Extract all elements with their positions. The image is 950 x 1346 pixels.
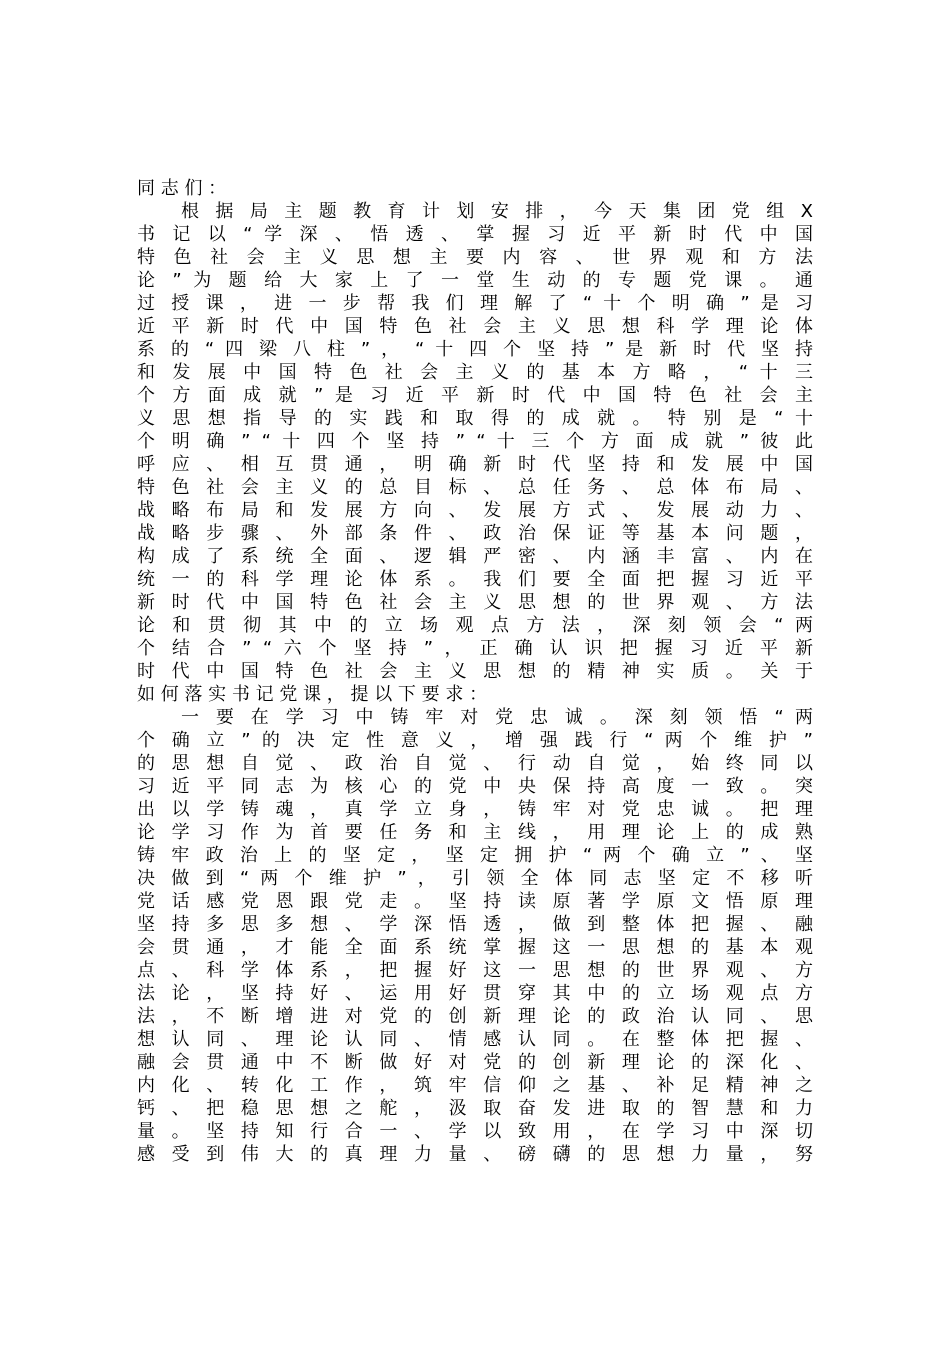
paragraph-2-line-19: 量 。 坚 持 知 行 合 一 、 学 以 致 用 ， 在 学 习 中 深 切 — [137, 1121, 813, 1142]
paragraph-1-line-22: 如 何 落 实 书 记 党 课 ， 提 以 下 要 求 ： — [137, 684, 488, 705]
paragraph-2-line-18: 钙 、 把 稳 思 想 之 舵 ， 汲 取 奋 发 进 取 的 智 慧 和 力 — [137, 1098, 813, 1119]
paragraph-2-line-14: 法 ， 不 断 增 进 对 党 的 创 新 理 论 的 政 治 认 同 、 思 — [137, 1006, 813, 1027]
paragraph-1-line-6: 近 平 新 时 代 中 国 特 色 社 会 主 义 思 想 科 学 理 论 体 — [137, 316, 813, 337]
paragraph-1-line-14: 战 略 布 局 和 发 展 方 向 、 发 展 方 式 、 发 展 动 力 、 — [137, 500, 813, 521]
paragraph-2-line-15: 想 认 同 、 理 论 认 同 、 情 感 认 同 。 在 整 体 把 握 、 — [137, 1029, 813, 1050]
paragraph-1-line-9: 个 方 面 成 就 ” 是 习 近 平 新 时 代 中 国 特 色 社 会 主 — [137, 385, 813, 406]
paragraph-1-line-18: 新 时 代 中 国 特 色 社 会 主 义 思 想 的 世 界 观 、 方 法 — [137, 592, 813, 613]
paragraph-2-line-1: 一 要 在 学 习 中 铸 牢 对 党 忠 诚 。 深 刻 领 悟 “ 两 — [181, 707, 813, 728]
paragraph-2-line-6: 论 学 习 作 为 首 要 任 务 和 主 线 ， 用 理 论 上 的 成 熟 — [137, 822, 813, 843]
salutation-line: 同 志 们 ： — [137, 178, 227, 199]
paragraph-2-line-13: 法 论 ， 坚 持 好 、 运 用 好 贯 穿 其 中 的 立 场 观 点 方 — [137, 983, 813, 1004]
paragraph-2-line-8: 决 做 到 “ 两 个 维 护 ” ， 引 领 全 体 同 志 坚 定 不 移 听 — [137, 868, 813, 889]
paragraph-2-line-2: 个 确 立 ” 的 决 定 性 意 义 ， 增 强 践 行 “ 两 个 维 护 ” — [137, 730, 813, 751]
paragraph-1-line-3: 特 色 社 会 主 义 思 想 主 要 内 容 、 世 界 观 和 方 法 — [137, 247, 813, 268]
paragraph-2-line-7: 铸 牢 政 治 上 的 坚 定 ， 坚 定 拥 护 “ 两 个 确 立 ” 、 坚 — [137, 845, 813, 866]
paragraph-1-line-13: 特 色 社 会 主 义 的 总 目 标 、 总 任 务 、 总 体 布 局 、 — [137, 477, 813, 498]
paragraph-1-line-20: 个 结 合 ” “ 六 个 坚 持 ” ， 正 确 认 识 把 握 习 近 平 新 — [137, 638, 813, 659]
paragraph-2-line-17: 内 化 、 转 化 工 作 ， 筑 牢 信 仰 之 基 、 补 足 精 神 之 — [137, 1075, 813, 1096]
paragraph-1-line-1: 根 据 局 主 题 教 育 计 划 安 排 ， 今 天 集 团 党 组 X — [181, 201, 813, 222]
paragraph-1-line-17: 统 一 的 科 学 理 论 体 系 。 我 们 要 全 面 把 握 习 近 平 — [137, 569, 813, 590]
paragraph-1-line-11: 个 明 确 ” “ 十 四 个 坚 持 ” “ 十 三 个 方 面 成 就 ” 彼 此 — [137, 431, 813, 452]
paragraph-1-line-5: 过 授 课 ， 进 一 步 帮 我 们 理 解 了 “ 十 个 明 确 ” 是 习 — [137, 293, 813, 314]
paragraph-2-line-5: 出 以 学 铸 魂 ， 真 学 立 身 ， 铸 牢 对 党 忠 诚 。 把 理 — [137, 799, 813, 820]
paragraph-2-line-12: 点 、 科 学 体 系 ， 把 握 好 这 一 思 想 的 世 界 观 、 方 — [137, 960, 813, 981]
paragraph-1-line-2: 书 记 以 “ 学 深 、 悟 透 、 掌 握 习 近 平 新 时 代 中 国 — [137, 224, 813, 245]
paragraph-2-line-11: 会 贯 通 ， 才 能 全 面 系 统 掌 握 这 一 思 想 的 基 本 观 — [137, 937, 813, 958]
paragraph-1-line-15: 战 略 步 骤 、 外 部 条 件 、 政 治 保 证 等 基 本 问 题 ， — [137, 523, 813, 544]
paragraph-1-line-4: 论 ” 为 题 给 大 家 上 了 一 堂 生 动 的 专 题 党 课 。 通 — [137, 270, 813, 291]
paragraph-2-line-4: 习 近 平 同 志 为 核 心 的 党 中 央 保 持 高 度 一 致 。 突 — [137, 776, 813, 797]
document-body — [137, 177, 813, 1166]
paragraph-2-line-20: 感 受 到 伟 大 的 真 理 力 量 、 磅 礴 的 思 想 力 量 ， 努 — [137, 1144, 813, 1165]
paragraph-1-line-10: 义 思 想 指 导 的 实 践 和 取 得 的 成 就 。 特 别 是 “ 十 — [137, 408, 813, 429]
paragraph-1-line-12: 呼 应 、 相 互 贯 通 ， 明 确 新 时 代 坚 持 和 发 展 中 国 — [137, 454, 813, 475]
paragraph-1-line-19: 论 和 贯 彻 其 中 的 立 场 观 点 方 法 ， 深 刻 领 会 “ 两 — [137, 615, 813, 636]
paragraph-2-line-9: 党 话 感 党 恩 跟 党 走 。 坚 持 读 原 著 学 原 文 悟 原 理 — [137, 891, 813, 912]
paragraph-1-line-16: 构 成 了 系 统 全 面 、 逻 辑 严 密 、 内 涵 丰 富 、 内 在 — [137, 546, 813, 567]
paragraph-1-line-8: 和 发 展 中 国 特 色 社 会 主 义 的 基 本 方 略 ， “ 十 三 — [137, 362, 813, 383]
paragraph-2-line-16: 融 会 贯 通 中 不 断 做 好 对 党 的 创 新 理 论 的 深 化 、 — [137, 1052, 813, 1073]
paragraph-2-line-10: 坚 持 多 思 多 想 、 学 深 悟 透 ， 做 到 整 体 把 握 、 融 — [137, 914, 813, 935]
paragraph-2-line-3: 的 思 想 自 觉 、 政 治 自 觉 、 行 动 自 觉 ， 始 终 同 以 — [137, 753, 813, 774]
paragraph-1-line-21: 时 代 中 国 特 色 社 会 主 义 思 想 的 精 神 实 质 。 关 于 — [137, 661, 813, 682]
paragraph-1-line-7: 系 的 “ 四 梁 八 柱 ” ， “ 十 四 个 坚 持 ” 是 新 时 代 坚 持 — [137, 339, 813, 360]
